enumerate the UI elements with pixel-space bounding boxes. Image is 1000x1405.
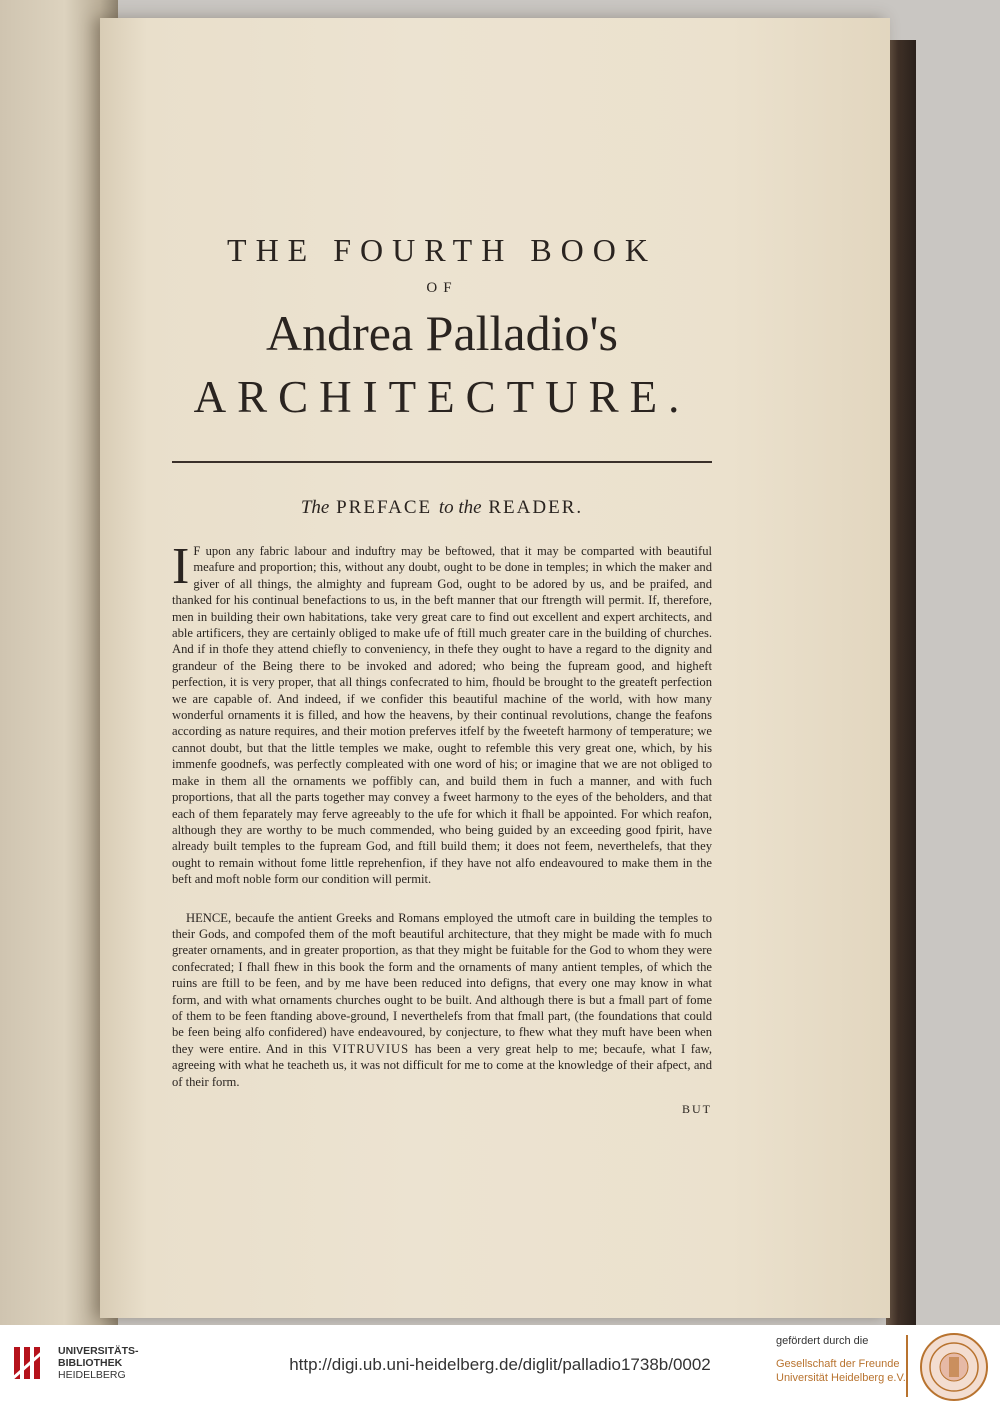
vitruvius-name: VITRUVIUS <box>332 1041 410 1056</box>
paragraph-2-text: becaufe the antient Greeks and Romans employed the utmoft care in building the temples to their Gods, and compofed them of the moft beautiful architecture, that they might be made with fo much greater ornaments, and in greater proportion, as that they might be fuitable for the God to whom they were confecrated; I fhall fhew in this book the form and the ornaments of many antient temples, of which the ruins are ftill to be feen, and by me have been reduced into defigns, that every one may know in what form, and with what ornaments churches ought to be built. And although there is but a fmall part of fome of them to be feen ftanding above-ground, I neverthelefs from that fmall part, (the foundations that could be feen being alfo confidered) have endeavoured, by conjecture, to fhew what they muft have been when they were entire. And in this <box>172 910 712 1056</box>
preface-the: The <box>300 497 330 518</box>
book-cover-edge <box>886 40 916 1325</box>
library-name-line-1: UNIVERSITÄTS- <box>58 1345 139 1357</box>
permalink-url[interactable]: http://digi.ub.uni-heidelberg.de/diglit/palladio1738b/0002 <box>289 1355 711 1374</box>
title-rule <box>172 461 712 463</box>
preface-to-the: to the <box>438 497 482 518</box>
university-seal-icon <box>918 1331 990 1403</box>
paragraph-1-text: F upon any fabric labour and induftry may be beftowed, that it may be comparted with beautiful meafure and proportion; this, without any doubt, ought to be done in temples; in which the maker and giver of all things, the almighty and fupream God, ought to be adored by us, and be praifed, and thanked for his continual benefactions to us, in the beft manner that our ftrength will permit. If, therefore, men in building their own habitations, take very great care to find out excellent and expert architects, and able artificers, they are certainly obliged to make ufe of ftill much greater care in the building of churches. And if in thofe they attend chiefly to conveniency, in thefe they ought to have a regard to the dignity and grandeur of the Being there to be invoked and adored; who being the fupream good, and higheft perfection, it is very proper, that all things confecrated to him, fhould be brought to the greateft perfection we are capable of. And indeed, if we confider this beautiful machine of the world, with how many wonderful ornaments it is filled, and how the heavens, by their continual revolutions, change the feafons according as nature requires, and their motion preferves itfelf by the fweeteft harmony of temperature; we cannot doubt, but that the little temples we make, ought to refemble this very great one, which, by his immenfe goodnefs, was perfectly compleated with one word of his; or imagine that we are not obliged to make in them all the ornaments we poffibly can, and build them in fuch a manner, and with fuch proportions, that all the parts together may convey a fweet harmony to the eyes of the beholders, and that each of them feparately may ferve agreeably to the ufe for which it fhall be appointed. For which reafon, although they are worthy to be much commended, who being guided by an exceeding good fpirit, have already built temples to the fupream God, and ftill build them; it does not feem, neverthelefs, that they ought to remain without fome little reprehenfion, if they have not alfo endeavoured to make them in the beft and moft noble form our condition will permit. <box>172 544 712 887</box>
scan-background <box>905 20 1000 1325</box>
paragraph-2-text-end: has been a very great help to me; becaufe, what I faw, agreeing with what he teacheth us, it was not difficult for me to come at the knowledge of their afpect, and of their form. <box>172 1041 712 1089</box>
paragraph-2 <box>172 910 712 1090</box>
sponsor-divider <box>906 1335 908 1397</box>
paragraph-2-lead: HENCE, <box>186 910 232 925</box>
paragraph-1 <box>172 538 712 888</box>
drop-cap: I <box>172 538 190 595</box>
title-line-1: THE FOURTH BOOK <box>227 232 657 268</box>
library-name-line-2: BIBLIOTHEK <box>58 1357 123 1369</box>
sponsor-name-line-2: Universität Heidelberg e.V. <box>776 1372 906 1384</box>
viewer-footer <box>0 1325 1000 1405</box>
preface-heading <box>172 497 712 519</box>
preface-reader: READER. <box>488 497 584 518</box>
sponsor-label: gefördert durch die <box>776 1335 869 1347</box>
catchword: BUT <box>682 1102 712 1116</box>
library-name-line-3: HEIDELBERG <box>58 1369 126 1381</box>
sponsor-name[interactable] <box>776 1357 906 1385</box>
sponsor-name-line-1: Gesellschaft der Freunde <box>776 1358 900 1370</box>
page-text <box>172 230 712 1117</box>
title-line-3: Andrea Palladio's <box>266 305 618 361</box>
title-line-2: OF <box>426 280 458 296</box>
title-line-4: ARCHITECTURE. <box>193 372 691 422</box>
preface-word: PREFACE <box>336 497 433 518</box>
